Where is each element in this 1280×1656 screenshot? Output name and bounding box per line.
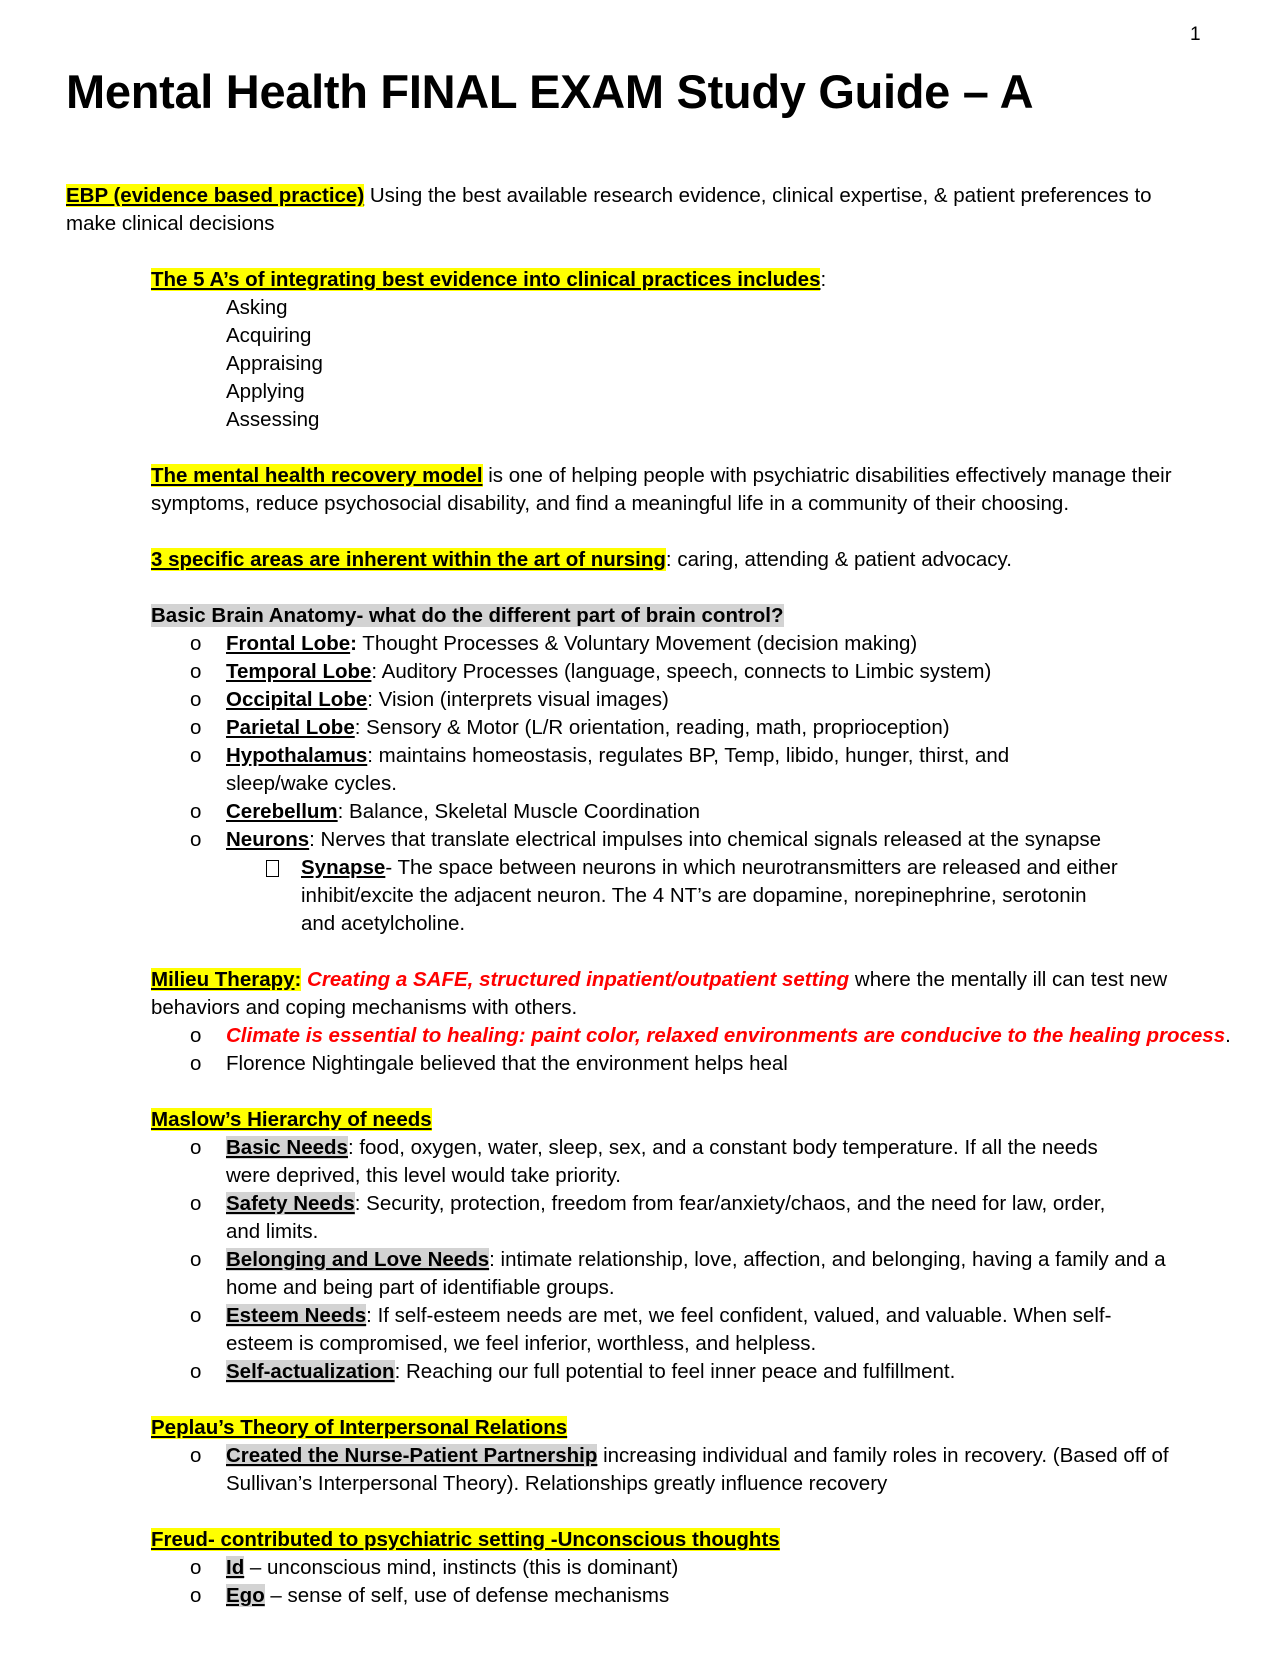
page-number: 1	[1190, 24, 1201, 45]
list-item: Esteem Needs: If self-esteem needs are met, we feel confident, valued, and valuable. When self-	[226, 1304, 1112, 1327]
list-item-cont: esteem is compromised, we feel inferior, worthless, and helpless.	[226, 1332, 817, 1355]
sub-list-item-cont: inhibit/excite the adjacent neuron. The 4 NT’s are dopamine, norepinephrine, serotonin	[301, 884, 1087, 907]
bullet-icon: o	[190, 1024, 202, 1047]
freud-heading: Freud- contributed to psychiatric setting -Unconscious thoughts	[151, 1528, 780, 1551]
art-of-nursing: 3 specific areas are inherent within the art of nursing: caring, attending & patient advocacy.	[151, 548, 1012, 571]
square-bullet-icon	[266, 860, 279, 877]
list-item-cont: and limits.	[226, 1220, 319, 1243]
list-item: Asking	[226, 296, 288, 319]
list-item: Self-actualization: Reaching our full potential to feel inner peace and fulfillment.	[226, 1360, 956, 1383]
list-item: Belonging and Love Needs: intimate relationship, love, affection, and belonging, having a family and a	[226, 1248, 1166, 1271]
brain-heading: Basic Brain Anatomy- what do the different part of brain control?	[151, 604, 784, 627]
recovery-model: The mental health recovery model is one of helping people with psychiatric disabilities effectively manage their	[151, 464, 1172, 487]
ebp-definition-cont: make clinical decisions	[66, 212, 275, 235]
recovery-model-cont: symptoms, reduce psychosocial disability, and find a meaningful life in a community of their choosing.	[151, 492, 1070, 515]
bullet-icon: o	[190, 1248, 202, 1271]
list-item: Florence Nightingale believed that the environment helps heal	[226, 1052, 788, 1075]
list-item: Cerebellum: Balance, Skeletal Muscle Coordination	[226, 800, 701, 823]
list-item: Basic Needs: food, oxygen, water, sleep, sex, and a constant body temperature. If all the needs	[226, 1136, 1098, 1159]
bullet-icon: o	[190, 1360, 202, 1383]
bullet-icon: o	[190, 744, 202, 767]
bullet-icon: o	[190, 1444, 202, 1467]
bullet-icon: o	[190, 800, 202, 823]
bullet-icon: o	[190, 716, 202, 739]
sub-list-item: Synapse- The space between neurons in which neurotransmitters are released and either	[301, 856, 1118, 879]
bullet-icon: o	[190, 632, 202, 655]
sub-list-item-cont: and acetylcholine.	[301, 912, 466, 935]
list-item: Safety Needs: Security, protection, freedom from fear/anxiety/chaos, and the need for law, order,	[226, 1192, 1106, 1215]
list-item: Acquiring	[226, 324, 312, 347]
bullet-icon: o	[190, 1052, 202, 1075]
list-item: Id – unconscious mind, instincts (this is dominant)	[226, 1556, 679, 1579]
bullet-icon: o	[190, 1192, 202, 1215]
bullet-icon: o	[190, 1584, 202, 1607]
milieu-therapy: Milieu Therapy: Creating a SAFE, structured inpatient/outpatient setting where the mentally ill can test new	[151, 968, 1168, 991]
list-item: Temporal Lobe: Auditory Processes (language, speech, connects to Limbic system)	[226, 660, 992, 683]
list-item-cont: were deprived, this level would take priority.	[226, 1164, 621, 1187]
list-item-cont: home and being part of identifiable groups.	[226, 1276, 615, 1299]
list-item: Appraising	[226, 352, 323, 375]
maslow-heading: Maslow’s Hierarchy of needs	[151, 1108, 432, 1131]
list-item: Assessing	[226, 408, 320, 431]
list-item: Applying	[226, 380, 305, 403]
list-item: Climate is essential to healing: paint color, relaxed environments are conducive to the healing process.	[226, 1024, 1231, 1047]
list-item: Parietal Lobe: Sensory & Motor (L/R orientation, reading, math, proprioception)	[226, 716, 950, 739]
list-item: Created the Nurse-Patient Partnership increasing individual and family roles in recovery. (Based off of	[226, 1444, 1169, 1467]
list-item-cont: Sullivan’s Interpersonal Theory). Relationships greatly influence recovery	[226, 1472, 888, 1495]
list-item-cont: sleep/wake cycles.	[226, 772, 397, 795]
bullet-icon: o	[190, 688, 202, 711]
five-as-heading: The 5 A’s of integrating best evidence into clinical practices includes:	[151, 268, 827, 291]
list-item: Ego – sense of self, use of defense mechanisms	[226, 1584, 670, 1607]
ebp-term: EBP (evidence based practice)	[66, 184, 365, 207]
peplau-heading: Peplau’s Theory of Interpersonal Relations	[151, 1416, 568, 1439]
document-title: Mental Health FINAL EXAM Study Guide – A	[66, 65, 1034, 118]
bullet-icon: o	[190, 1556, 202, 1579]
bullet-icon: o	[190, 1136, 202, 1159]
bullet-icon: o	[190, 1304, 202, 1327]
list-item: Occipital Lobe: Vision (interprets visual images)	[226, 688, 669, 711]
bullet-icon: o	[190, 660, 202, 683]
list-item: Hypothalamus: maintains homeostasis, regulates BP, Temp, libido, hunger, thirst, and	[226, 744, 1010, 767]
bullet-icon: o	[190, 828, 202, 851]
list-item: Frontal Lobe: Thought Processes & Voluntary Movement (decision making)	[226, 632, 918, 655]
milieu-therapy-cont: behaviors and coping mechanisms with others.	[151, 996, 578, 1019]
ebp-definition: EBP (evidence based practice) Using the best available research evidence, clinical expertise, & patient preferences to	[66, 184, 1152, 207]
list-item: Neurons: Nerves that translate electrical impulses into chemical signals released at the synapse	[226, 828, 1102, 851]
